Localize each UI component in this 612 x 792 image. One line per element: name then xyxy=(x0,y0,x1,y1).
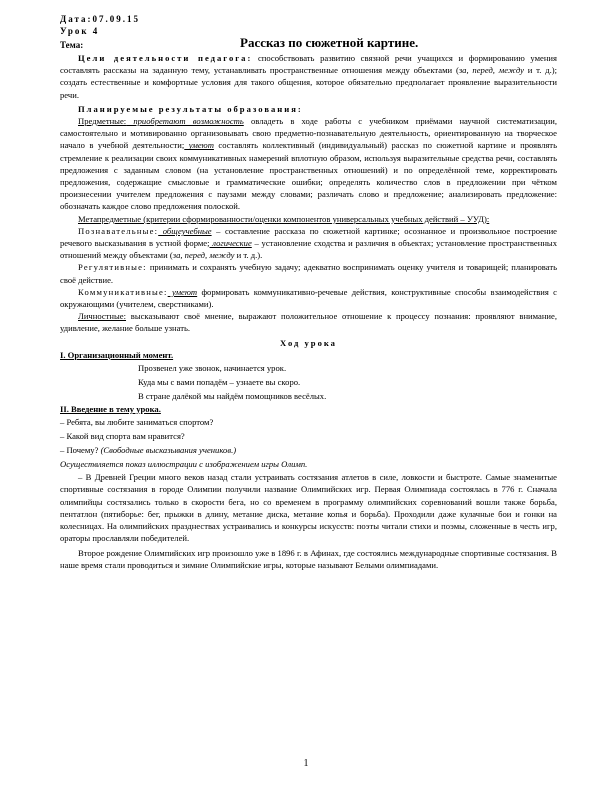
cognitive-label: Познавательные: xyxy=(78,225,159,236)
subject-text-2: составлять коллективный (индивидуальный) рассказ по сюжетной картине и проявлять стремление к реализации своих коммуникативных намерений вплотную образом, используя выразительные средства речи, составлять предложения с заданным словом (на установление пространственных отношений) и по определённой теме, корректировать предложения, содержащие смысловые и грамматические ошибки; определять количество слов в предложении при чётком произнесении учителем предложения с паузами между словами; различать слово и предложение; анализировать предложение: обозначать каждое слово предложения полоской. xyxy=(60,140,557,212)
illustration-text: Осуществляется показ иллюстрации с изображением игры Олимп. xyxy=(60,459,308,470)
cognitive-italic: общеучебные xyxy=(158,225,212,236)
course-heading-text: Ход урока xyxy=(280,337,337,348)
question-2: – Какой вид спорта вам нравится? xyxy=(60,431,185,442)
cognitive-text-2: – установление сходства и различия в объектах; установление пространственных отношений между объектами ( xyxy=(60,238,557,261)
personal-text: высказывают своё мнение, выражают положительное отношение к процессу познания: проявляют внимание, удивление, желание больше узнать. xyxy=(60,311,557,334)
poem-block xyxy=(138,361,557,403)
poem-line: Куда мы с вами попадём – узнаете вы скоро. xyxy=(138,377,301,388)
communicative-italic: умеют xyxy=(167,286,198,297)
meta-label: Метапредметные (критерии сформированности/оценки компонентов универсальных учебных действий – УУД): xyxy=(78,213,490,224)
subject-paragraph xyxy=(60,115,557,213)
subject-label: Предметные: xyxy=(78,116,127,127)
subject-text: овладеть в ходе работы с учебником приёмами научной систематизации, самостоятельно и мотивированно организовывать свою предметно-познавательную деятельность, ориентированную на творческое начало в учебной деятельности; xyxy=(60,116,557,151)
cognitive-italic-3: за, перед, между xyxy=(172,250,235,261)
history-paragraph-1: – В Древней Греции много веков назад стали устраивать состязания атлетов в силе, ловкости и быстроте. Самые знаменитые спортивные состязания в городе Олимпии получили название Олимпийских игр. Первая Олимпиада состоялась в 776 г. Сначала олимпийцы состязались только в скорости бега, но со временем в программу олимпийских соревнований вошли также борьба, пентатлон (пятиборье: бег, прыжки в длину, метание диска, метание копья и борьба). Проходили даже кулачные бои и гонки на колесницах. На олимпийских празднествах устраивались и конкурсы искусств: поэты читали стихи и поэмы, сложенные в честь игр, ораторы прославляли победителей. xyxy=(60,472,557,544)
subject-italic-2: умеют xyxy=(184,140,214,151)
question-3-italic: (Свободные высказывания учеников.) xyxy=(100,445,237,456)
course-heading xyxy=(60,337,557,349)
poem-line: Прозвенел уже звонок, начинается урок. xyxy=(138,363,287,374)
lesson-number: Урок 4 xyxy=(60,25,100,36)
personal-label: Личностные: xyxy=(78,311,127,322)
page-number: 1 xyxy=(303,758,309,769)
section-1-heading xyxy=(60,349,557,361)
communicative-text: формировать коммуникативно-речевые действия, конструктивные способы взаимодействия с окружающими (учителем, сверстниками). xyxy=(60,286,557,310)
section-2-text: II. Введение в тему урока. xyxy=(60,404,161,415)
goals-paragraph xyxy=(60,52,557,101)
title-row xyxy=(60,35,557,52)
goals-text: способствовать развитию связной речи учащихся и формированию умения составлять рассказы на заданную тему, устанавливать пространственные отношения между объектами ( xyxy=(60,53,557,76)
meta-paragraph xyxy=(60,213,557,225)
cognitive-text-3: и т. д.). xyxy=(234,250,263,261)
lesson-date: Дата:07.09.15 xyxy=(60,14,140,24)
question-1: – Ребята, вы любите заниматься спортом? xyxy=(60,417,214,428)
cognitive-text: – составление рассказа по сюжетной картинке; осознанное и произвольное построение речевого высказывания в устной форме; xyxy=(60,225,557,249)
section-1-text: I. Организационный момент. xyxy=(60,349,174,360)
personal-paragraph xyxy=(60,310,557,334)
regulative-label: Регулятивные: xyxy=(78,262,147,273)
communicative-label: Коммуникативные: xyxy=(78,286,168,297)
topic-label: Тема: xyxy=(60,40,84,50)
goals-text-end: и т. д.); создать естественные и комфортные условия для такого общения, которое обязательно предполагает проявление выразительности речи. xyxy=(60,65,557,100)
section-2-heading xyxy=(60,403,557,415)
question-3-text: – Почему? xyxy=(60,445,101,456)
cognitive-italic-2: логические xyxy=(209,238,252,249)
regulative-text: принимать и сохранять учебную задачу; адекватно воспринимать оценку учителя и товарищей; планировать своё действие. xyxy=(60,262,557,285)
page-title: Рассказ по сюжетной картине. xyxy=(240,35,419,50)
communicative-paragraph xyxy=(60,286,557,310)
regulative-paragraph xyxy=(60,261,557,285)
cognitive-paragraph xyxy=(60,225,557,262)
question-3 xyxy=(60,443,557,457)
document-page xyxy=(60,14,557,571)
subject-italic: приобретают возможность xyxy=(126,116,244,127)
results-heading-text: Планируемые результаты образования: xyxy=(78,103,303,114)
goals-italic: за, перед, между xyxy=(458,65,524,76)
history-paragraph-2: Второе рождение Олимпийских игр произошло уже в 1896 г. в Афинах, где состоялись международные спортивные состязания. В наше время стали проводиться и зимние Олимпийские игры, которые называют Белыми олимпиадами. xyxy=(60,547,557,570)
results-heading xyxy=(60,103,557,115)
illustration-note xyxy=(60,457,557,471)
poem-line: В стране далёкой мы найдём помощников весёлых. xyxy=(138,391,327,402)
goals-label: Цели деятельности педагога: xyxy=(78,53,253,63)
